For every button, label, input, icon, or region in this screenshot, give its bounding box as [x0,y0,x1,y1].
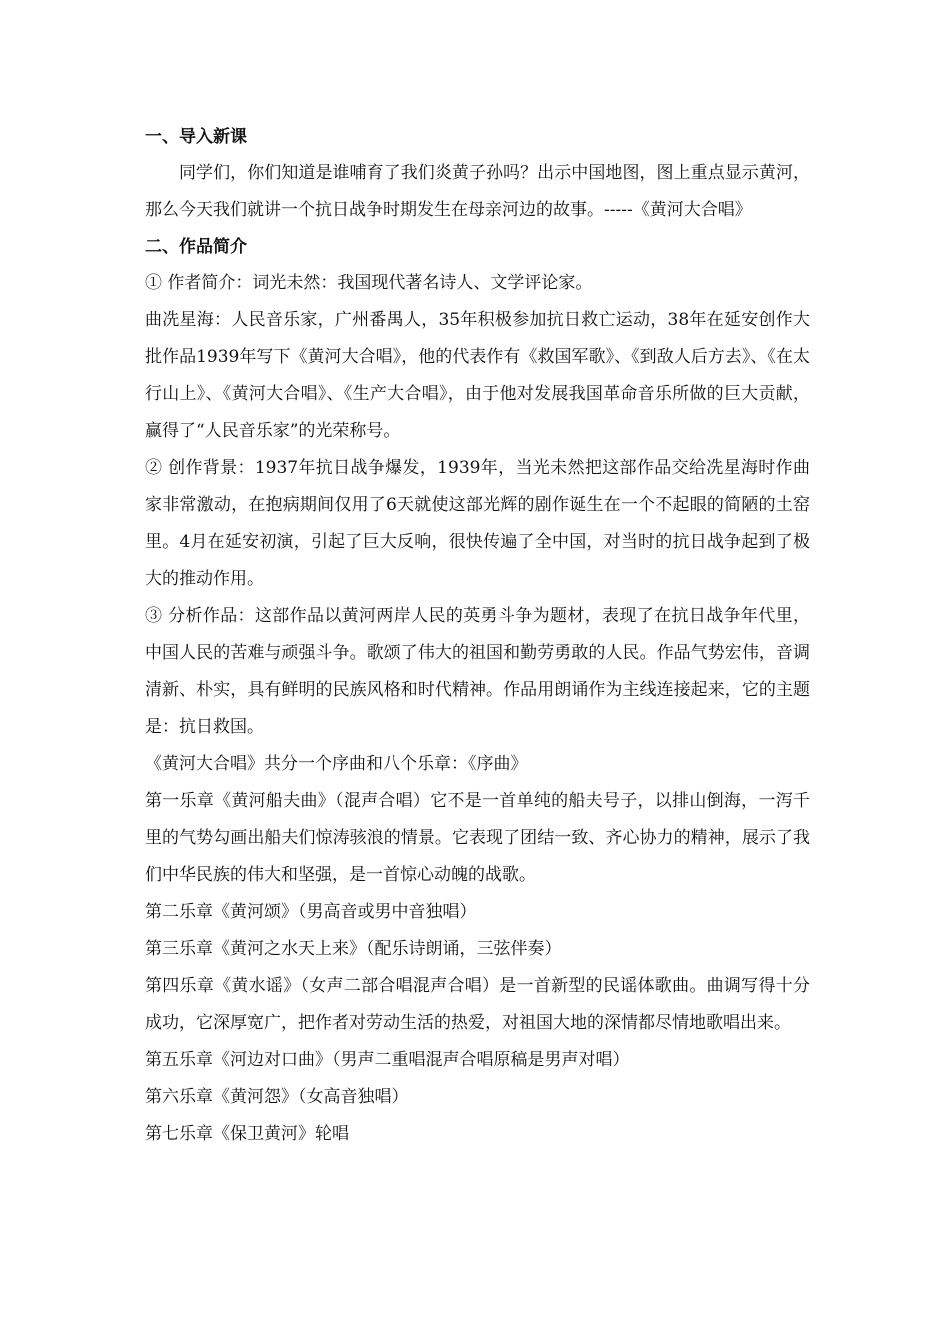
section-heading-work-intro: 二、作品简介 [145,237,247,257]
movement-7-line: 第七乐章《保卫黄河》轮唱 [145,1124,349,1144]
composer-paragraph: 曲冼星海：人民音乐家，广州番禺人，35年积极参加抗日救亡运动，38年在延安创作大批作品1939年写下《黄河大合唱》，他的代表作有《救国军歌》、《到敌人后方去》、《在太行山上》、《黄河大合唱》、《生产大合唱》，由于他对发展我国革命音乐所做的巨大贡献，赢得了“人民音乐家”的光荣称号。 [145,310,810,441]
movement-5-line: 第五乐章《河边对口曲》（男声二重唱混声合唱原稿是男声对唱） [145,1050,630,1070]
movement-4-paragraph: 第四乐章《黄水谣》（女声二部合唱混声合唱）是一首新型的民谣体歌曲。曲调写得十分成功，它深厚宽广，把作者对劳动生活的热爱，对祖国大地的深情都尽情地歌唱出来。 [145,976,810,1033]
movement-6-line: 第六乐章《黄河怨》（女高音独唱） [145,1087,409,1107]
structure-paragraph: 《黄河大合唱》共分一个序曲和八个乐章：《序曲》 [145,754,528,774]
movement-3-line: 第三乐章《黄河之水天上来》（配乐诗朗诵，三弦伴奏） [145,939,562,959]
intro-paragraph: 同学们，你们知道是谁哺育了我们炎黄子孙吗？出示中国地图，图上重点显示黄河，那么今天我们就讲一个抗日战争时期发生在母亲河边的故事。-----《黄河大合唱》 [145,163,810,220]
author-intro-paragraph: ① 作者简介：词光未然：我国现代著名诗人、文学评论家。 [145,273,593,293]
analysis-paragraph: ③ 分析作品：这部作品以黄河两岸人民的英勇斗争为题材，表现了在抗日战争年代里，中国人民的苦难与顽强斗争。歌颂了伟大的祖国和勤劳勇敢的人民。作品气势宏伟，音调清新、朴实，具有鲜明的民族风格和时代精神。作品用朗诵作为主线连接起来，它的主题是：抗日救国。 [145,606,810,737]
section-heading-intro: 一、导入新课 [145,127,247,147]
movement-2-line: 第二乐章《黄河颂》（男高音或男中音独唱） [145,902,477,922]
background-paragraph: ② 创作背景：1937年抗日战争爆发，1939年，当光未然把这部作品交给冼星海时作曲家非常激动，在抱病期间仅用了6天就使这部光辉的剧作诞生在一个不起眼的简陋的土窑里。4月在延安初演，引起了巨大反响，很快传遍了全中国，对当时的抗日战争起到了极大的推动作用。 [145,458,810,589]
movement-1-paragraph: 第一乐章《黄河船夫曲》（混声合唱）它不是一首单纯的船夫号子，以排山倒海，一泻千里的气势勾画出船夫们惊涛骇浪的情景。它表现了团结一致、齐心协力的精神，展示了我们中华民族的伟大和坚强，是一首惊心动魄的战歌。 [145,791,810,885]
